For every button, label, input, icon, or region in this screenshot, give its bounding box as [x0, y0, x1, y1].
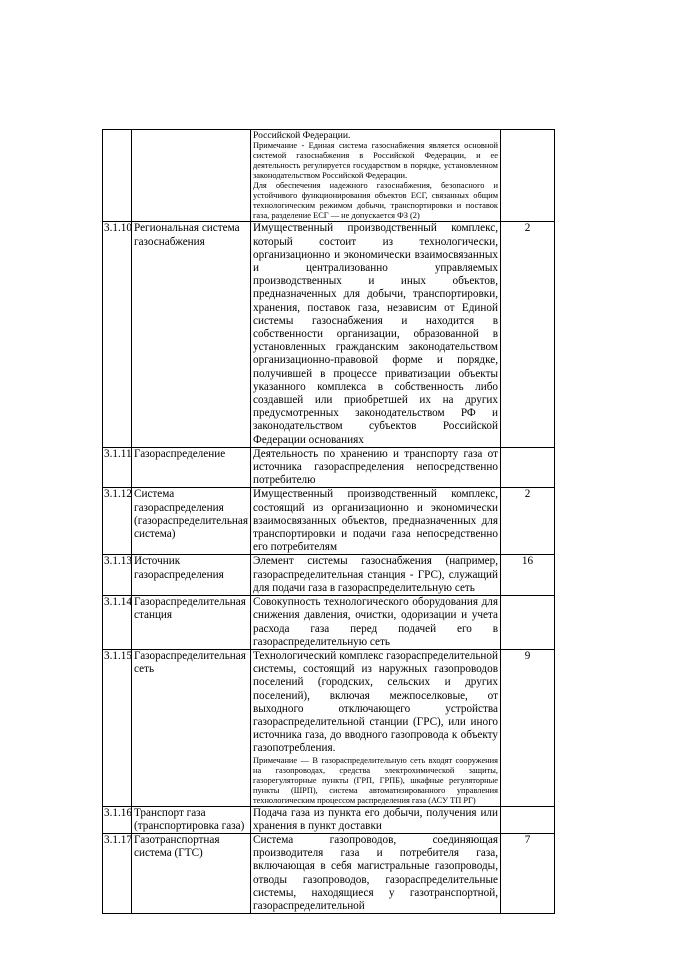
terms-table: [102, 129, 555, 914]
term-name: Газотранспортная система (ГТС): [132, 833, 251, 913]
table-row: [103, 833, 555, 913]
term-name: Транспорт газа (транспортировка газа): [132, 806, 251, 833]
term-definition: Имущественный производственный комплекс, состоящий из организационно и экономически взаимосвязанных объектов, предназначенных для транспортировки и подачи газа непосредственно его потребителям: [251, 488, 501, 555]
source-ref: 2: [501, 488, 555, 555]
source-ref: [501, 596, 555, 650]
term-number: 3.1.17: [103, 833, 132, 913]
term-name: Региональная система газоснабжения: [132, 222, 251, 447]
term-number: 3.1.13: [103, 555, 132, 596]
source-ref: [501, 447, 555, 488]
term-definition: Деятельность по хранению и транспорту газа от источника газораспределения непосредственно потребителю: [251, 447, 501, 488]
table-row: [103, 488, 555, 555]
term-number: 3.1.16: [103, 806, 132, 833]
table-row: [103, 806, 555, 833]
source-ref: 2: [501, 222, 555, 447]
term-number: 3.1.10: [103, 222, 132, 447]
term-name: Источник газораспределения: [132, 555, 251, 596]
term-definition: [251, 649, 501, 806]
source-ref: [501, 130, 555, 222]
term-definition: Элемент системы газоснабжения (например, газораспределительная станция - ГРС), служащий для подачи газа в газораспределительную сеть: [251, 555, 501, 596]
source-ref: 16: [501, 555, 555, 596]
definition-note: Для обеспечения надежного газоснабжения, безопасного и устойчивого функционирования объектов ЕСГ, связанных общим технологическим режимом добычи, транспортировки и поставок газа, разделение ЕСГ — не допускается ФЗ (2): [253, 181, 498, 221]
source-ref: 7: [501, 833, 555, 913]
table-row: [103, 447, 555, 488]
definition-note: Примечание — В газораспределительную сеть входят сооружения на газопроводах, средства электрохимической защиты, газорегуляторные пункты (ГРП, ГРПБ), шкафные регуляторные пункты (ШРП), система автоматизированного управления технологическим процессом распределения газа (АСУ ТП РГ): [253, 755, 498, 805]
definition-text: Технологический комплекс газораспределительной системы, состоящий из наружных газопроводов поселений (городских, сельских и других поселений), включая межпоселковые, от выходного отключающего устройства газораспределительной станции (ГРС), или иного источника газа, до вводного газопровода к объекту газопотребления.: [253, 649, 498, 755]
term-name: [132, 130, 251, 222]
term-definition: Система газопроводов, соединяющая производителя газа и потребителя газа, включающая в себя магистральные газопроводы, отводы газопроводов, газораспределительные системы, находящиеся у газотранспортной, газораспределительной: [251, 833, 501, 913]
term-number: 3.1.12: [103, 488, 132, 555]
source-ref: [501, 806, 555, 833]
term-number: 3.1.15: [103, 649, 132, 806]
definition-continuation: Российской Федерации.: [253, 130, 351, 141]
table-row: [103, 649, 555, 806]
term-name: Газораспределительная сеть: [132, 649, 251, 806]
term-number: 3.1.11: [103, 447, 132, 488]
definition-note: Примечание - Единая система газоснабжения является основной системой газоснабжения в Российской Федерации, и ее деятельность регулируется государством в порядке, установленном законодательством Российской Федерации.: [253, 141, 498, 181]
table-row: [103, 555, 555, 596]
source-ref: 9: [501, 649, 555, 806]
table-row: [103, 596, 555, 650]
term-name: Система газораспределения (газораспределительная система): [132, 488, 251, 555]
term-name: Газораспределительная станция: [132, 596, 251, 650]
term-number: 3.1.14: [103, 596, 132, 650]
term-definition: Подача газа из пункта его добычи, получения или хранения в пункт доставки: [251, 806, 501, 833]
term-definition: Совокупность технологического оборудования для снижения давления, очистки, одоризации и учета расхода газа перед подачей его в газораспределительную сеть: [251, 596, 501, 650]
term-definition: [251, 130, 501, 222]
table-row: [103, 222, 555, 447]
table-row: [103, 130, 555, 222]
term-name: Газораспределение: [132, 447, 251, 488]
term-definition: Имущественный производственный комплекс, который состоит из технологически, организационно и экономически взаимосвязанных и централизованно управляемых производственных и иных объектов, предназначенных для добычи, транспортировки, хранения, поставок газа, независим от Единой системы газоснабжения и находится в собственности организации, образованной в установленных гражданским законодательством организационно-правовой форме и порядке, получившей в процессе приватизации объекты указанного комплекса в собственность либо создавшей или приобретшей их на других предусмотренных законодательством РФ и законодательством субъектов Российской Федерации основаниях: [251, 222, 501, 447]
term-number: [103, 130, 132, 222]
